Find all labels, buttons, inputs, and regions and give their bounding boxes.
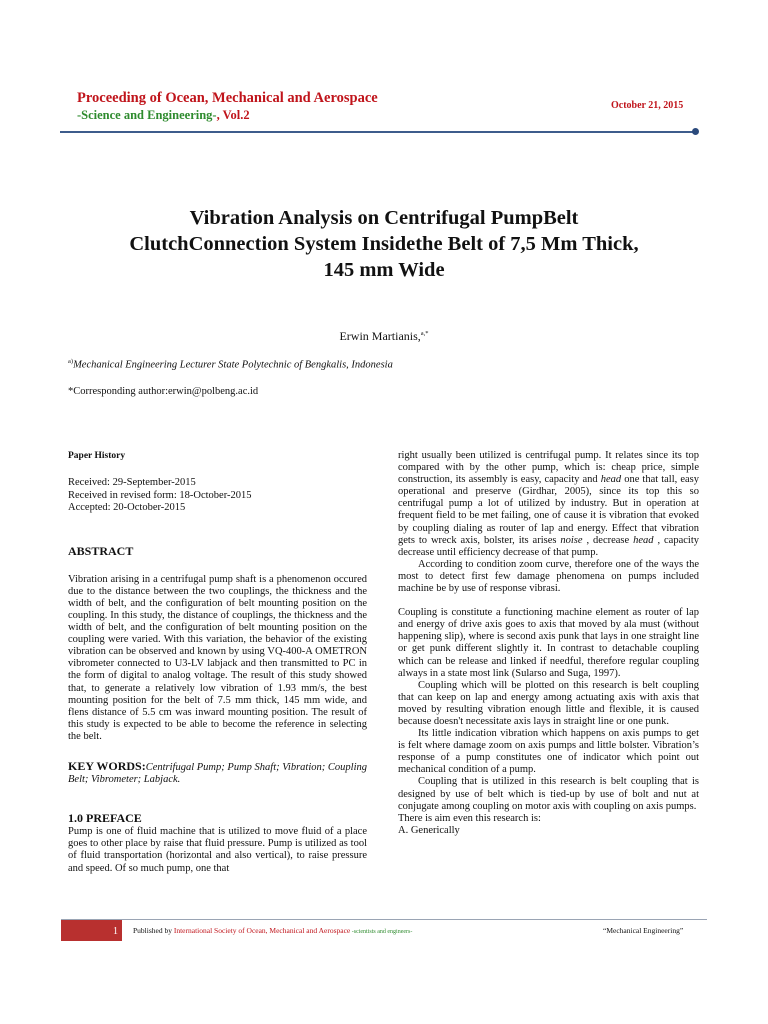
preface-text: Pump is one of fluid machine that is utilized to move fluid of a place goes to other place by raise that fluid pressure. Pump is utilized as tool of fluid transportation (horizontal and also vertical), to raise pressure and speed. Of so much pump, one that <box>68 826 367 874</box>
header-divider <box>60 131 696 133</box>
body-paragraph-3: Coupling is constitute a functioning machine element as router of lap and energy of drive axis goes to axis that moved by ala must (without happening slip), where is second axis punk that lays in one straight line or get punk different slightly it. In contrast to detachable coupling which can be release and linked if needful, therefore regular coupling always in a state most link (Sularso and Suga, 1997). <box>398 607 699 679</box>
keywords <box>68 760 367 786</box>
right-column <box>398 450 699 837</box>
body-paragraph-1 <box>398 450 699 559</box>
journal-volume: , Vol.2 <box>216 108 250 122</box>
journal-name: Proceeding of Ocean, Mechanical and Aerospace <box>77 90 378 106</box>
author-superscript: a,* <box>420 330 429 337</box>
issue-date: October 21, 2015 <box>611 100 684 111</box>
footer-publisher <box>133 926 412 935</box>
author-name: Erwin Martianis, <box>339 329 421 343</box>
body-p1-noise-italic: noise <box>560 534 583 546</box>
abstract-heading: ABSTRACT <box>68 543 134 558</box>
body-p1-part-d: , capacity decrease until efficiency decrease of that pump. <box>398 534 699 558</box>
aim-list-item: A. Generically <box>398 824 460 836</box>
journal-subtitle <box>77 107 378 124</box>
paper-title-line-1: Vibration Analysis on Centrifugal PumpBelt <box>189 207 579 229</box>
body-paragraph-7: There is aim even this research is: <box>398 812 541 824</box>
paper-history-heading: Paper History <box>68 451 126 461</box>
body-paragraph-2: According to condition zoom curve, therefore one of the ways the most to detect first few damage phenomena on pumps included machine be by use of response vibrasi. <box>398 558 699 595</box>
corresponding-author: *Corresponding author:erwin@polbeng.ac.id <box>68 386 259 397</box>
body-p1-part-c: , decrease <box>582 534 634 546</box>
received-date: Received: 29-September-2015 <box>68 477 196 489</box>
page-number-box <box>61 920 122 941</box>
keywords-label: KEY WORDS: <box>68 759 146 773</box>
footer-tagline: -scientists and engineers- <box>350 929 413 935</box>
footer-category: “Mechanical Engineering” <box>603 926 684 935</box>
body-p1-head-italic-2: head <box>633 534 654 546</box>
preface-heading: 1.0 PREFACE <box>68 811 142 826</box>
paragraph-gap <box>398 595 699 607</box>
keywords-text: Centrifugal Pump; Pump Shaft; Vibration; Coupling Belt; Vibrometer; Labjack. <box>68 762 367 786</box>
body-p1-head-italic: head <box>600 474 622 486</box>
affiliation-text: Mechanical Engineering Lecturer State Polytechnic of Bengkalis, Indonesia <box>73 359 393 371</box>
page-number: 1 <box>113 926 118 937</box>
author-line <box>0 329 768 344</box>
body-paragraph-5: Its little indication vibration which happens on axis pumps to get is felt where damage zoom on axis pumps and little bolster. Vibration’s response of a pump constitutes one of indicator which point out mechanical condition of a pump. <box>398 728 699 776</box>
body-paragraph-6: Coupling that is utilized in this research is belt coupling that is designed by use of belt which is tied-up by use of bolt and nut at conjugate among coupling on motor axis with coupling on axis pumps. <box>398 776 699 812</box>
affiliation-superscript: a) <box>68 358 74 365</box>
footer-organization: International Society of Ocean, Mechanical and Aerospace <box>173 926 351 935</box>
accepted-date: Accepted: 20-October-2015 <box>68 502 186 514</box>
footer-published-by: Published by <box>133 926 174 935</box>
header-divider-dot <box>692 128 699 135</box>
abstract-text: Vibration arising in a centrifugal pump shaft is a phenomenon occured due to the distance between the two couplings, the thickness and the width of belt, and the configuration of belt mounting position on the coupling. In this study, the distance of couplings, the thickness and the width of belt, and the configuration of belt mounting position on the coupling were varied. With this variation, the behavior of the existing vibration can be observed and known by using VQ-400-A OMETRON vibrometer connected to U3-LV labjack and then transmitted to PC in the form of digital to analog voltage. The result of this study showed that, to generate a relatively low vibration of 1.93 mm/s, the best mounting position for the belt of 7.5 mm thick, 145 mm wide, and flens distance of 5.5 cm was inward mounting position. The result of this study is expected to be able to become the reference in selecting the belt. <box>68 573 367 742</box>
footer-divider <box>61 919 707 920</box>
paper-title-line-3: 145 mm Wide <box>323 259 445 281</box>
revised-date: Received in revised form: 18-October-2015 <box>68 489 252 501</box>
body-paragraph-4: Coupling which will be plotted on this research is belt coupling that can keep on lap and energy among actuating axis with axis that moved by resulting vibration enough little and flexible, it is caused because doesn't necessitate axis lays in straight line or one punk. <box>398 679 699 727</box>
left-column <box>68 450 367 875</box>
body-p1-part-b: one that tall, easy operational and preserve (Girdhar, 2005), since its top this so centrifugal pump a lot of utilized by industry. But in operation at frequent field to be met failing, one of cause it is vibration that evoked by coupling dialing as router of lap and energy. Effect that vibration gets to wreck axis, bolster, its arises <box>398 474 699 546</box>
paper-title-line-2: ClutchConnection System Insidethe Belt of 7,5 Mm Thick, <box>129 233 639 255</box>
journal-header <box>77 90 378 124</box>
journal-subtitle-field: -Science and Engineering- <box>77 108 217 122</box>
affiliation <box>68 358 393 371</box>
body-p1-part-a: right usually been utilized is centrifugal pump. It relates since its top compared with by the other pump, which is: cheap price, simple construction, its assembly is easy, capacity and <box>398 450 699 486</box>
paper-title <box>80 205 688 283</box>
